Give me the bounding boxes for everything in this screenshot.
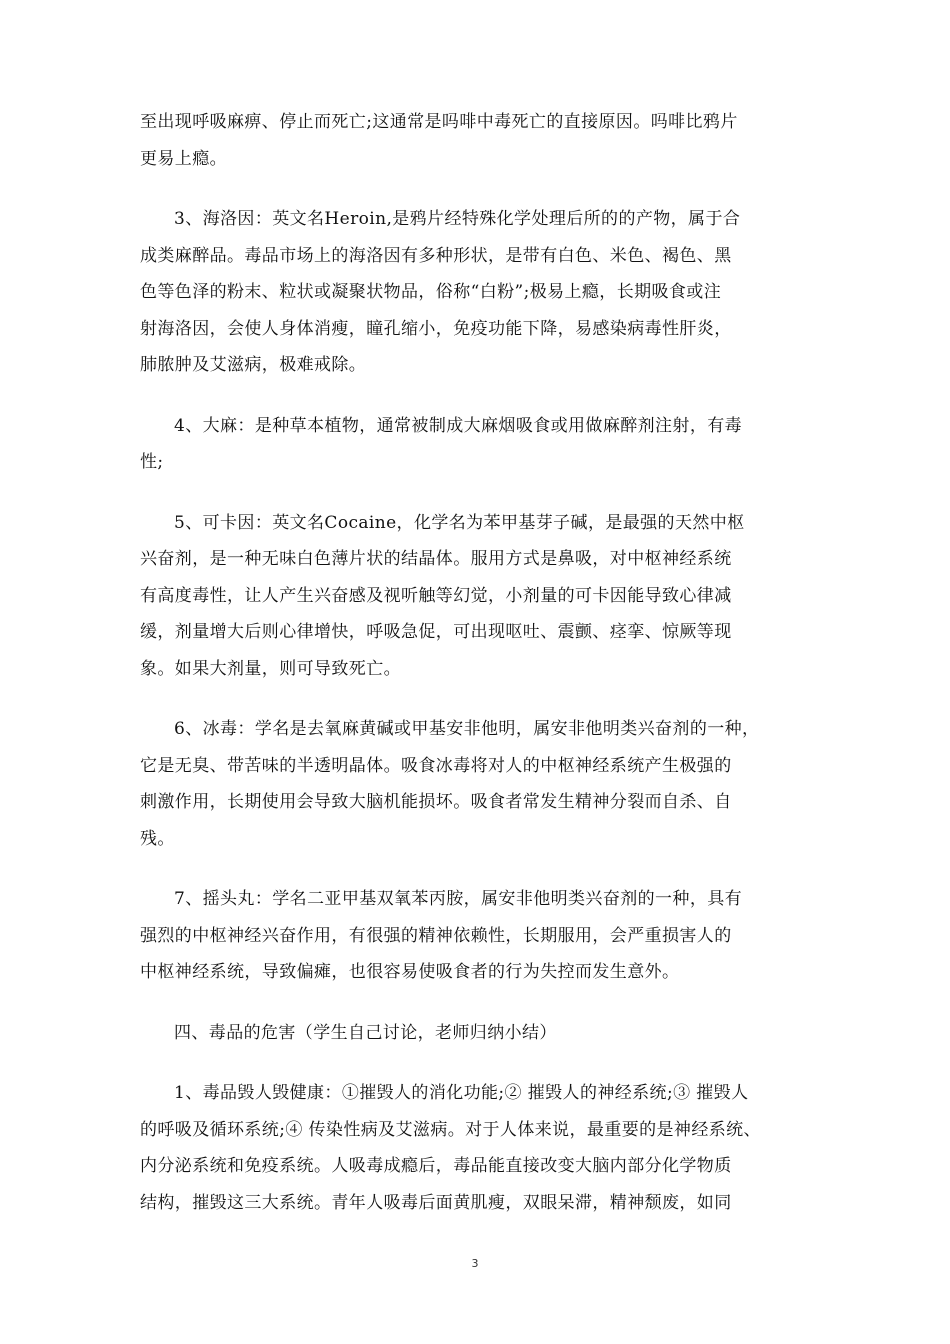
paragraph-heroin <box>140 201 812 384</box>
text-line: 四、毒品的危害（学生自己讨论，老师归纳小结） <box>174 1022 557 1043</box>
text-line: 的呼吸及循环系统;④ 传染性病及艾滋病。对于人体来说，最重要的是神经系统、 <box>140 1119 761 1140</box>
text-line: 兴奋剂，是一种无味白色薄片状的结晶体。服用方式是鼻吸，对中枢神经系统 <box>140 549 732 569</box>
text-line: 6、冰毒：学名是去氧麻黄碱或甲基安非他明，属安非他明类兴奋剂的一种， <box>174 719 760 739</box>
paragraph-health-harm <box>140 1075 812 1221</box>
text-line: 性; <box>140 452 164 472</box>
text-line: 3、海洛因：英文名Heroin,是鸦片经特殊化学处理后所的的产物，属于合 <box>174 209 741 229</box>
paragraph-cannabis <box>140 408 812 481</box>
text-line: 更易上瘾。 <box>140 148 227 169</box>
text-line: 残。 <box>140 828 175 849</box>
text-line: 结构，摧毁这三大系统。青年人吸毒后面黄肌瘦，双眼呆滞，精神颓废，如同 <box>140 1192 732 1213</box>
text-line: 1、毒品毁人毁健康：①摧毁人的消化功能;② 摧毁人的神经系统;③ 摧毁人 <box>174 1083 749 1103</box>
text-line: 刺激作用，长期使用会导致大脑机能损坏。吸食者常发生精神分裂而自杀、自 <box>140 792 732 812</box>
paragraph-morphine-continuation <box>140 104 812 177</box>
text-line: 缓，剂量增大后则心律增快，呼吸急促，可出现呕吐、震颤、痉挛、惊厥等现 <box>140 622 732 642</box>
document-body <box>140 104 812 1245</box>
text-line: 肺脓肿及艾滋病，极难戒除。 <box>140 355 367 375</box>
text-line: 7、摇头丸：学名二亚甲基双氧苯丙胺，属安非他明类兴奋剂的一种，具有 <box>174 889 743 909</box>
paragraph-ecstasy <box>140 881 812 991</box>
paragraph-methamphetamine <box>140 711 812 857</box>
text-line: 色等色泽的粉末、粒状或凝聚状物品，俗称“白粉”;极易上瘾，长期吸食或注 <box>140 282 722 302</box>
text-line: 内分泌系统和免疫系统。人吸毒成瘾后，毒品能直接改变大脑内部分化学物质 <box>140 1156 732 1176</box>
text-line: 至出现呼吸麻痹、停止而死亡;这通常是吗啡中毒死亡的直接原因。吗啡比鸦片 <box>140 112 738 132</box>
text-line: 象。如果大剂量，则可导致死亡。 <box>140 658 401 679</box>
text-line: 强烈的中枢神经兴奋作用，有很强的精神依赖性，长期服用，会严重损害人的 <box>140 925 732 946</box>
page-number: 3 <box>471 1257 479 1270</box>
text-line: 5、可卡因：英文名Cocaine，化学名为苯甲基芽子碱，是最强的天然中枢 <box>174 512 745 533</box>
text-line: 射海洛因，会使人身体消瘦，瞳孔缩小，免疫功能下降，易感染病毒性肝炎， <box>140 318 732 339</box>
text-line: 4、大麻：是种草本植物，通常被制成大麻烟吸食或用做麻醉剂注射，有毒 <box>174 415 743 436</box>
text-line: 有高度毒性，让人产生兴奋感及视听触等幻觉，小剂量的可卡因能导致心律减 <box>140 585 732 606</box>
text-line: 中枢神经系统，导致偏瘫，也很容易使吸食者的行为失控而发生意外。 <box>140 962 680 982</box>
text-line: 成类麻醉品。毒品市场上的海洛因有多种形状，是带有白色、米色、褐色、黑 <box>140 245 732 266</box>
text-line: 它是无臭、带苦味的半透明晶体。吸食冰毒将对人的中枢神经系统产生极强的 <box>140 755 732 776</box>
section-heading-drug-harms <box>140 1015 812 1052</box>
paragraph-cocaine <box>140 505 812 688</box>
